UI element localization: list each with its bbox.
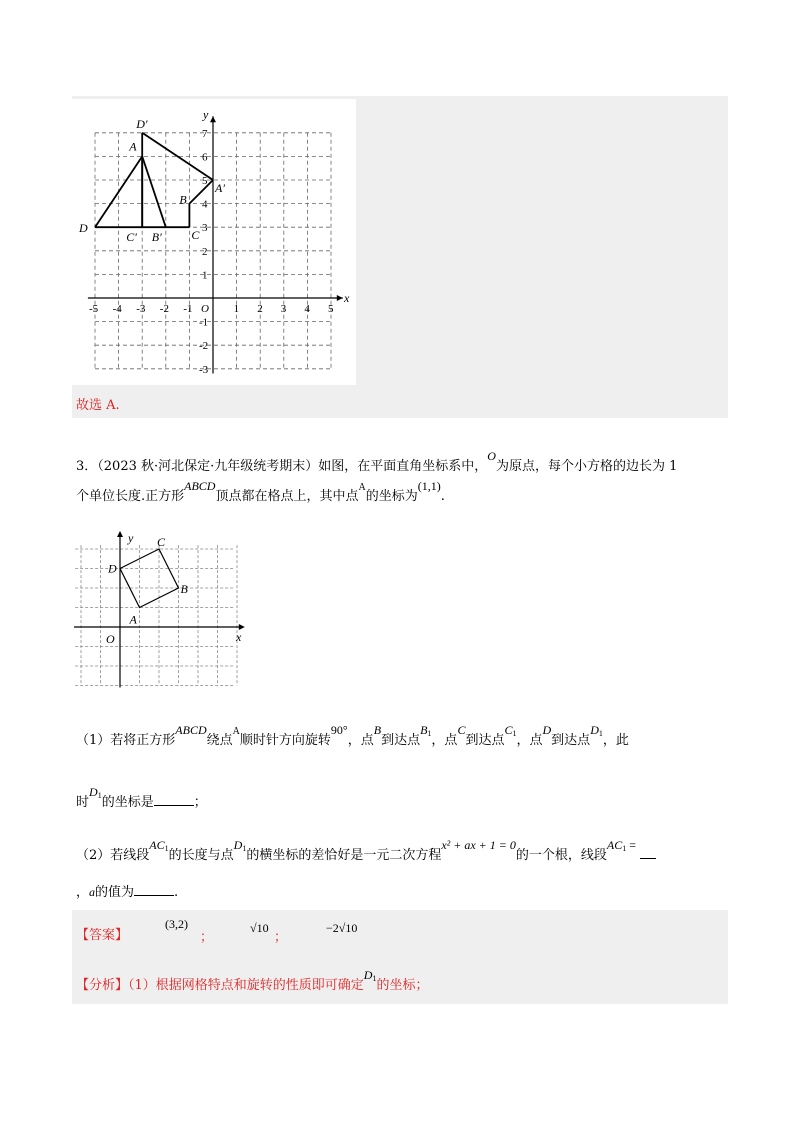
answer-blank-2[interactable] [640,846,656,859]
y-tick-label: 1 [202,269,208,282]
answer-sep-2: ； [274,930,288,945]
point-c1: C [504,723,513,737]
x-tick-label: 1 [233,303,240,315]
angle-value: 90° [330,723,348,737]
segment-a-d [95,156,142,227]
x-tick-label: 2 [257,303,263,315]
part1-text: ，点 [516,733,543,748]
quadratic-equation: x² + ax + 1 = 0 [441,838,516,852]
origin-var: O [487,449,496,463]
point-c: C [457,723,466,737]
x-tick-label: -4 [112,303,122,315]
part2-text: 的长度与点 [168,848,234,863]
problem-text: 为原点，每个小方格的边长为 1 [495,459,678,474]
x-axis-arrow [337,295,343,301]
subscript: 1 [598,729,603,738]
subscript: 1 [242,844,247,853]
figure-square-grid [72,530,252,690]
analysis-text: 的坐标； [376,978,429,993]
part1-text: ，此 [602,733,629,748]
part2-text: （2）若线段 [76,848,150,863]
y-axis-arrow [210,116,216,122]
point-d1: D [89,785,98,799]
part1-text: 顺时针方向旋转 [239,733,331,748]
part1-text: ，点 [347,733,374,748]
y-axis-arrow [117,531,123,537]
point-label: A′ [215,181,225,195]
problem-text: 个单位长度.正方形 [76,489,185,504]
part2-text: 的值为 [95,885,135,900]
part2-line-1 [76,838,656,867]
point-label: B′ [151,230,162,245]
x-tick-label: -1 [183,303,193,315]
answer-label: 【答案】 [76,928,129,943]
problem-text: 的坐标为 [365,489,418,504]
label-origin: O [106,632,115,646]
point-d1: D [233,838,243,852]
point-label: B [179,192,187,207]
y-axis-label: y [128,531,134,545]
segment-ac1: AC [149,838,165,852]
subscript: 1 [622,844,627,853]
part1-line-1 [76,723,629,752]
point-label: D [79,221,88,236]
x-axis-label: x [236,630,242,644]
analysis-text: （1）根据网格特点和旋转的性质即可确定 [128,978,364,993]
x-tick-label: -2 [159,303,169,315]
part1-text: ，点 [431,733,458,748]
analysis-line [76,968,429,997]
point-d: D [542,723,552,737]
part2-text: . [174,885,179,900]
y-tick-label: 4 [202,198,208,211]
y-tick-label: 7 [202,127,208,140]
segment-ac1: AC [606,838,623,852]
problem-number: 3． [76,459,98,474]
point-d1: D [590,723,599,737]
figure-2-svg [72,530,252,690]
part2-text: 的一个根，线段 [515,848,607,863]
equals-sign: = [626,838,637,852]
x-axis-label: x [343,291,350,305]
subscript: 1 [164,844,169,853]
y-tick-label: 6 [202,151,208,164]
part1-text: 的坐标是 [101,795,154,810]
label-d: D [108,561,117,576]
answer-value-2: √10 [250,921,269,935]
part1-text: 绕点 [206,733,233,748]
conclusion-text: 故选 A. [76,398,120,413]
point-label: C′ [126,230,137,245]
part1-text: （1）若将正方形 [76,733,176,748]
x-tick-label: 4 [304,303,310,315]
x-tick-label: 3 [280,303,287,315]
point-label: C [191,228,200,243]
part1-text: 到达点 [465,733,505,748]
answer-sep-1: ； [200,930,214,945]
subscript: 1 [512,729,517,738]
point-label: D′ [136,116,148,131]
y-tick-label: 5 [202,175,208,187]
point-b1: B [420,723,428,737]
answer-blank-3[interactable] [134,883,174,896]
y-tick-label: 3 [202,222,208,235]
point-a: A [358,482,366,493]
part1-line-2 [76,785,207,814]
figure-1-svg [72,99,356,385]
part2-text: 的横坐标的差恰好是一元二次方程 [246,848,442,863]
y-tick-label: 2 [202,245,208,258]
part2-line-2 [76,882,178,903]
problem-text: 顶点都在格点上，其中点 [215,489,359,504]
point-label: A [129,139,137,154]
subscript: 1 [372,974,377,983]
problem-line-2 [76,479,445,508]
y-tick-label: -1 [199,316,209,329]
problem-line-1 [76,449,678,477]
figure-rotation-grid [72,99,356,385]
subscript: 1 [97,791,102,800]
problem-text: 如图，在平面直角坐标系中， [318,459,488,474]
point-b: B [373,723,382,737]
y-axis-label: y [203,107,209,122]
label-b: B [180,582,188,596]
subscript: 1 [427,729,432,738]
square-name: ABCD [175,723,207,737]
x-tick-label: 5 [328,303,334,315]
label-c: C [157,535,166,549]
point-d1: D [363,968,373,982]
answer-value-1: (3,2) [165,917,188,931]
coord-a: (1,1) [417,479,441,493]
part2-text: ， [76,885,90,900]
part1-text: ； [193,795,207,810]
point-a: A [232,726,240,737]
answer-value-3: −2√10 [326,921,358,935]
problem-text: . [440,489,445,504]
problem-source: （2023 秋·河北保定·九年级统考期末） [97,459,319,474]
answer-blank-1[interactable] [154,793,194,806]
x-tick-label: -3 [136,303,146,315]
part1-text: 到达点 [381,733,421,748]
variable-a: a [89,885,96,899]
segment-a-b1 [142,156,166,227]
square-name: ABCD [184,479,216,493]
y-tick-label: -2 [199,340,209,353]
part1-text: 时 [76,795,90,810]
y-tick-label: -3 [199,363,209,376]
x-tick-label: -5 [89,303,99,315]
part1-text: 到达点 [551,733,591,748]
label-a: A [129,612,137,627]
x-tick-label: O [201,303,209,315]
analysis-label: 【分析】 [76,978,129,993]
square-abcd [120,549,179,608]
